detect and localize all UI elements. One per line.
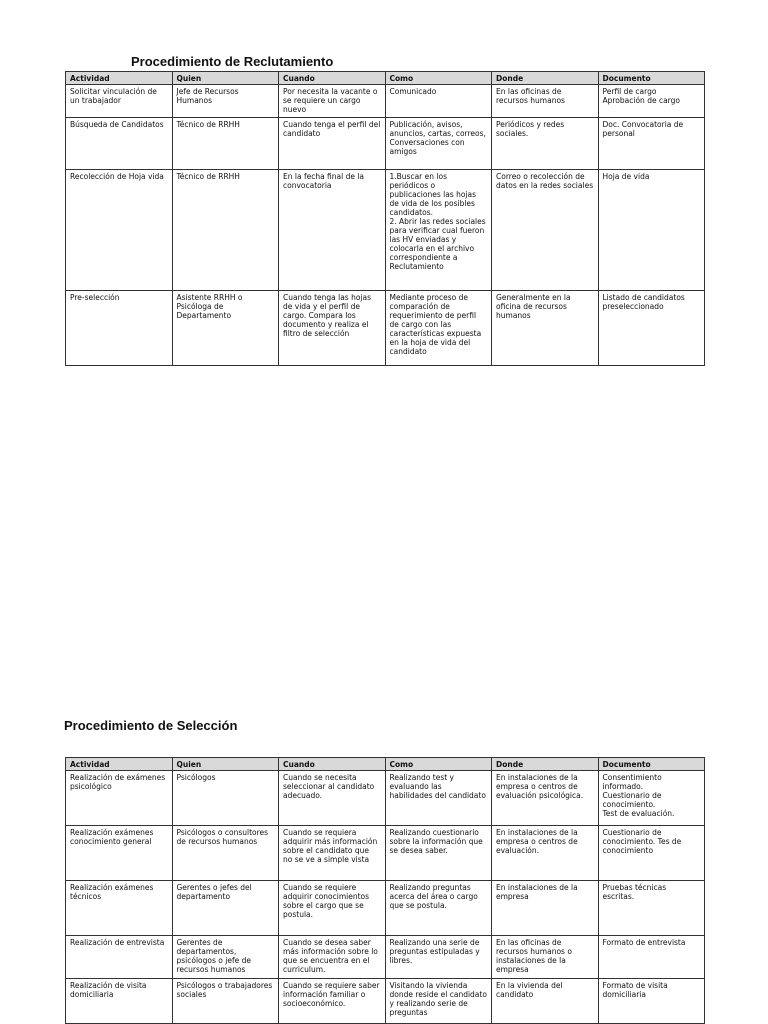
table-cell: Psicólogos — [172, 771, 279, 826]
table-cell: Cuando se requiera adquirir más información sobre el candidato que no se ve a simple vista — [279, 826, 386, 881]
table-row — [66, 771, 705, 826]
table-cell: Cuando se desea saber más información sobre lo que se encuentra en el curriculum. — [279, 936, 386, 979]
table-cell: Gerentes o jefes del departamento — [172, 881, 279, 936]
table-cell: Visitando la vivienda donde reside el candidato y realizando serie de preguntas — [385, 979, 492, 1024]
table-cell: Periódicos y redes sociales. — [492, 118, 599, 170]
table-cell: Realizando preguntas acerca del área o cargo que se postula. — [385, 881, 492, 936]
table-cell: Publicación, avisos, anuncios, cartas, correos, Conversaciones con amigos — [385, 118, 492, 170]
table-cell: Realización exámenes conocimiento general — [66, 826, 173, 881]
reclutamiento-title: Procedimiento de Reclutamiento — [131, 54, 334, 69]
table-cell: Técnico de RRHH — [172, 118, 279, 170]
table-cell: Jefe de Recursos Humanos — [172, 85, 279, 118]
table-cell: Asistente RRHH o Psicóloga de Departamento — [172, 291, 279, 366]
table-cell: Consentimiento informado. Cuestionario de conocimiento. Test de evaluación. — [598, 771, 705, 826]
table-cell: Cuando se requiere saber información familiar o socioeconómico. — [279, 979, 386, 1024]
column-header: Actividad — [66, 72, 173, 85]
column-header: Como — [385, 72, 492, 85]
table-cell: Realización exámenes técnicos — [66, 881, 173, 936]
table-cell: En instalaciones de la empresa o centros de evaluación psicológica. — [492, 771, 599, 826]
column-header: Donde — [492, 72, 599, 85]
seleccion-table — [65, 757, 705, 1024]
table-cell: Gerentes de departamentos, psicólogos o jefe de recursos humanos — [172, 936, 279, 979]
table-cell: En las oficinas de recursos humanos o instalaciones de la empresa — [492, 936, 599, 979]
table-cell: Formato de entrevista — [598, 936, 705, 979]
table-cell: En instalaciones de la empresa — [492, 881, 599, 936]
column-header: Actividad — [66, 758, 173, 771]
table-row — [66, 85, 705, 118]
table-row — [66, 170, 705, 291]
table-cell: Cuestionario de conocimiento. Tes de conocimiento — [598, 826, 705, 881]
table-cell: Mediante proceso de comparación de requerimiento de perfil de cargo con las características expuesta en la hoja de vida del candidato — [385, 291, 492, 366]
column-header: Documento — [598, 72, 705, 85]
table-cell: Realización de visita domiciliaria — [66, 979, 173, 1024]
table-row — [66, 291, 705, 366]
table-row — [66, 979, 705, 1024]
table-cell: Pruebas técnicas escritas. — [598, 881, 705, 936]
table-row — [66, 826, 705, 881]
table-cell: Realizando test y evaluando las habilidades del candidato — [385, 771, 492, 826]
table-cell: Cuando se necesita seleccionar al candidato adecuado. — [279, 771, 386, 826]
table-cell: Comunicado — [385, 85, 492, 118]
table-cell: Recolección de Hoja vida — [66, 170, 173, 291]
table-cell: Realización de exámenes psicológico — [66, 771, 173, 826]
table-cell: Psicólogos o trabajadores sociales — [172, 979, 279, 1024]
table-cell: Perfil de cargo Aprobación de cargo — [598, 85, 705, 118]
table-row — [66, 881, 705, 936]
table-cell: Realizando una serie de preguntas estipuladas y libres. — [385, 936, 492, 979]
table-cell: Correo o recolección de datos en la redes sociales — [492, 170, 599, 291]
table-cell: Psicólogos o consultores de recursos humanos — [172, 826, 279, 881]
table-cell: En las oficinas de recursos humanos — [492, 85, 599, 118]
column-header: Quien — [172, 758, 279, 771]
table-cell: Solicitar vinculación de un trabajador — [66, 85, 173, 118]
reclutamiento-table — [65, 71, 705, 366]
table-cell: Cuando tenga las hojas de vida y el perfil de cargo. Compara los documento y realiza el filtro de selección — [279, 291, 386, 366]
seleccion-title: Procedimiento de Selección — [64, 718, 238, 733]
table-header-row — [66, 72, 705, 85]
table-cell: Cuando se requiere adquirir conocimientos sobre el cargo que se postula. — [279, 881, 386, 936]
table-cell: 1.Buscar en los periódicos o publicaciones las hojas de vida de los posibles candidatos. 2. Abrir las redes sociales para verificar cual fueron las HV enviadas y colocarla en el archivo correspondiente a Reclutamiento — [385, 170, 492, 291]
table-row — [66, 936, 705, 979]
column-header: Como — [385, 758, 492, 771]
table-cell: Búsqueda de Candidatos — [66, 118, 173, 170]
column-header: Documento — [598, 758, 705, 771]
column-header: Quien — [172, 72, 279, 85]
table-cell: Generalmente en la oficina de recursos humanos — [492, 291, 599, 366]
table-cell: Pre-selección — [66, 291, 173, 366]
table-cell: Cuando tenga el perfil del candidato — [279, 118, 386, 170]
table-cell: Hoja de vida — [598, 170, 705, 291]
table-cell: En la vivienda del candidato — [492, 979, 599, 1024]
table-cell: Realizando cuestionario sobre la información que se desea saber. — [385, 826, 492, 881]
column-header: Cuando — [279, 72, 386, 85]
table-cell: Por necesita la vacante o se requiere un cargo nuevo — [279, 85, 386, 118]
table-cell: Técnico de RRHH — [172, 170, 279, 291]
table-cell: Listado de candidatos preseleccionado — [598, 291, 705, 366]
table-cell: En la fecha final de la convocatoria — [279, 170, 386, 291]
table-cell: En instalaciones de la empresa o centros de evaluación. — [492, 826, 599, 881]
table-header-row — [66, 758, 705, 771]
column-header: Donde — [492, 758, 599, 771]
table-cell: Doc. Convocatoria de personal — [598, 118, 705, 170]
column-header: Cuando — [279, 758, 386, 771]
table-cell: Formato de visita domiciliaria — [598, 979, 705, 1024]
table-cell: Realización de entrevista — [66, 936, 173, 979]
table-row — [66, 118, 705, 170]
